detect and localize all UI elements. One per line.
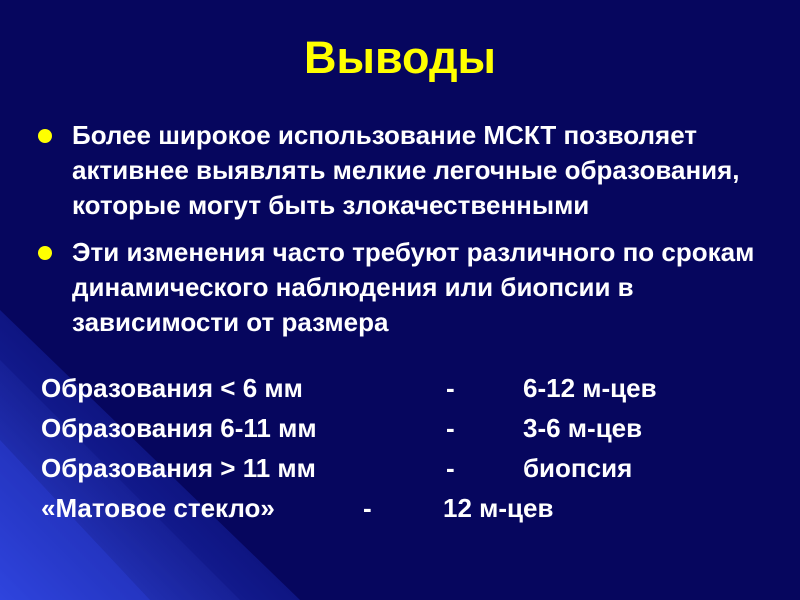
row-label: Образования > 11 мм [41, 453, 316, 483]
bullet-dot-icon [38, 129, 52, 143]
bullet-item [38, 118, 778, 223]
row-value: 6-12 м-цев [523, 373, 657, 403]
size-table [41, 368, 781, 528]
row-label: Образования 6-11 мм [41, 413, 317, 443]
table-row [41, 488, 781, 528]
row-separator: - [446, 453, 455, 483]
bullet-text: Эти изменения часто требуют различного по срокам динамического наблюдения или биопсии в зависимости от размера [72, 237, 755, 337]
row-separator: - [446, 413, 455, 443]
row-label: Образования < 6 мм [41, 373, 303, 403]
table-row [41, 408, 781, 448]
table-row [41, 448, 781, 488]
bullet-dot-icon [38, 246, 52, 260]
table-row [41, 368, 781, 408]
row-value: биопсия [523, 453, 633, 483]
bullet-list [38, 118, 778, 352]
bullet-text: Более широкое использование МСКТ позволяет активнее выявлять мелкие легочные образования, которые могут быть злокачественными [72, 120, 740, 220]
bullet-item [38, 235, 778, 340]
row-separator: - [363, 493, 372, 523]
slide-title: Выводы [304, 32, 496, 83]
row-label: «Матовое стекло» [41, 493, 275, 523]
row-separator: - [446, 373, 455, 403]
row-value: 3-6 м-цев [523, 413, 643, 443]
row-value: 12 м-цев [443, 493, 554, 523]
